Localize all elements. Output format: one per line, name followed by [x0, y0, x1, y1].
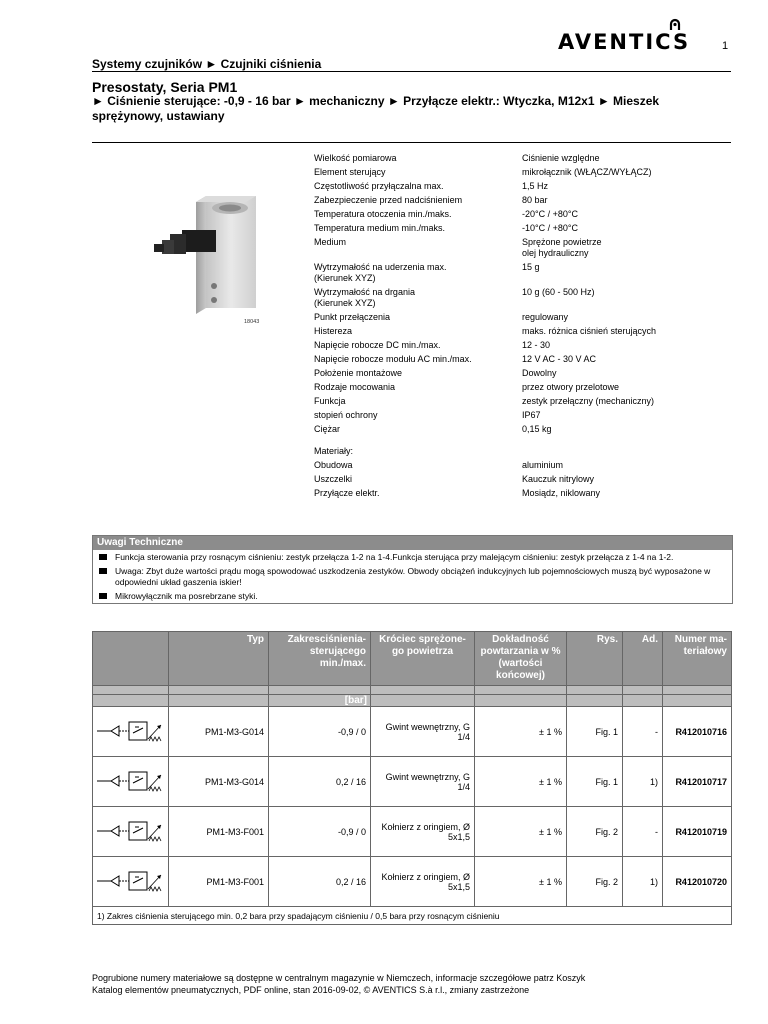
specs-label: stopień ochrony [314, 410, 378, 420]
symbol-cell [93, 857, 169, 907]
specs-row [314, 410, 734, 421]
pressure-switch-symbol-icon [95, 869, 165, 893]
page-number: 1 [722, 40, 729, 52]
brand-mark-icon [668, 18, 682, 32]
specs-label: Zabezpieczenie przed nadciśnieniem [314, 195, 463, 205]
page-title: Presostaty, Seria PM1 [92, 79, 238, 95]
note-text: Funkcja sterowania przy rosnącym ciśnieniu: zestyk przełącza 1-2 na 1-4.Funkcja sterująca przy malejącym ciśnieniu: zestyk przełącza z 1-4 na 1-2. [115, 552, 674, 562]
technical-notes [92, 535, 733, 604]
specs-value: -20°C / +80°C [522, 209, 578, 219]
part-number-cell: R412010717 [663, 757, 732, 807]
table-row [93, 807, 732, 857]
specs-value: regulowany [522, 312, 569, 322]
footnote-row [93, 907, 732, 925]
brand-logo: AVENTICS [558, 30, 691, 54]
specs-row [314, 312, 734, 323]
table-row [93, 757, 732, 807]
specs-label: Medium [314, 237, 347, 247]
specs-value: przez otwory przelotowe [522, 382, 620, 392]
col-figure: Rys. [567, 632, 623, 686]
specs-row [314, 424, 734, 435]
symbol-cell [93, 757, 169, 807]
specs-value: Sprężone powietrze olej hydrauliczny [522, 237, 602, 258]
product-photo [152, 150, 268, 320]
type-cell: PM1-M3-F001 [169, 807, 269, 857]
part-number-cell: R412010716 [663, 707, 732, 757]
specs-row [314, 354, 734, 365]
materials-label: Przyłącze elektr. [314, 488, 380, 498]
specs-value: 15 g [522, 262, 540, 272]
page-footer [92, 973, 585, 996]
part-number-cell: R412010720 [663, 857, 732, 907]
specs-label: Funkcja [314, 396, 346, 406]
specs-row [314, 223, 734, 234]
range-cell: 0,2 / 16 [269, 757, 371, 807]
specs-label: Histereza [314, 326, 353, 336]
specs-value: Ciśnienie względne [522, 153, 600, 163]
figure-cell: Fig. 1 [567, 757, 623, 807]
notes-title: Uwagi Techniczne [93, 536, 732, 550]
accuracy-cell: ± 1 % [475, 807, 567, 857]
specs-value: mikrołącznik (WŁĄCZ/WYŁĄCZ) [522, 167, 652, 177]
footer-line: Pogrubione numery materiałowe są dostępne w centralnym magazynie w Niemczech, informacje szczegółowe patrz Koszyk [92, 973, 586, 983]
specs-value: 80 bar [522, 195, 548, 205]
specs-label: Element sterujący [314, 167, 386, 177]
specs-label: Wielkość pomiarowa [314, 153, 397, 163]
materials-row [314, 460, 734, 471]
port-cell: Gwint wewnętrzny, G 1/4 [371, 707, 475, 757]
photo-id: 18043 [244, 319, 260, 325]
port-cell: Gwint wewnętrzny, G 1/4 [371, 757, 475, 807]
specs-label: Rodzaje mocowania [314, 382, 396, 392]
spec-table [314, 153, 734, 502]
divider [92, 142, 731, 143]
note-item [93, 564, 732, 589]
pressure-switch-symbol-icon [95, 769, 165, 793]
table-row [93, 857, 732, 907]
page-subtitle: ► Ciśnienie sterujące: -0,9 - 16 bar ► mechaniczny ► Przyłącze elektr.: Wtyczka, M12x1 ► Mieszek sprężynowy, ustawiany [92, 94, 660, 123]
col-range: Zakresciśnienia-sterującego min./max. [269, 632, 371, 686]
bullet-icon [99, 554, 107, 560]
note-item [93, 550, 732, 564]
range-cell: 0,2 / 16 [269, 857, 371, 907]
specs-row [314, 262, 734, 284]
specs-label: Częstotliwość przyłączalna max. [314, 181, 444, 191]
pressure-switch-symbol-icon [95, 719, 165, 743]
specs-label: Napięcie robocze DC min./max. [314, 340, 441, 350]
specs-value: zestyk przełączny (mechaniczny) [522, 396, 655, 406]
symbol-cell [93, 707, 169, 757]
specs-row [314, 167, 734, 178]
materials-value: aluminium [522, 460, 564, 470]
specs-value: 0,15 kg [522, 424, 552, 434]
specs-row [314, 326, 734, 337]
specs-value: 12 V AC - 30 V AC [522, 354, 597, 364]
note-cell: 1) [623, 757, 663, 807]
specs-label: Wytrzymałość na drgania (Kierunek XYZ) [314, 287, 415, 308]
materials-label: Obudowa [314, 460, 353, 470]
port-cell: Kołnierz z oringiem, Ø 5x1,5 [371, 807, 475, 857]
col-part-number: Numer ma-teriałowy [663, 632, 732, 686]
note-text: Uwaga: Zbyt duże wartości prądu mogą spowodować uszkodzenia zestyków. Obwody obciążeń indukcyjnych lub pojemnościowych muszą być wyposażone w odpowiedni układ gaszenia iskier! [115, 566, 711, 587]
specs-label: Temperatura medium min./maks. [314, 223, 446, 233]
type-cell: PM1-M3-G014 [169, 707, 269, 757]
specs-row [314, 181, 734, 192]
pressure-switch-symbol-icon [95, 819, 165, 843]
specs-label: Napięcie robocze modułu AC min./max. [314, 354, 472, 364]
materials-label: Uszczelki [314, 474, 353, 484]
range-cell: -0,9 / 0 [269, 807, 371, 857]
specs-value: 1,5 Hz [522, 181, 549, 191]
specs-row [314, 237, 734, 259]
materials-heading: Materiały: [314, 446, 354, 456]
bullet-icon [99, 593, 107, 599]
figure-cell: Fig. 2 [567, 857, 623, 907]
note-text: Mikrowyłącznik ma posrebrzane styki. [115, 591, 258, 601]
specs-value: Dowolny [522, 368, 557, 378]
materials-value: Mosiądz, niklowany [522, 488, 601, 498]
accuracy-cell: ± 1 % [475, 757, 567, 807]
materials-row [314, 488, 734, 499]
figure-cell: Fig. 2 [567, 807, 623, 857]
specs-label: Temperatura otoczenia min./maks. [314, 209, 452, 219]
specs-row [314, 396, 734, 407]
note-cell: 1) [623, 857, 663, 907]
type-cell: PM1-M3-G014 [169, 757, 269, 807]
table-footnote: 1) Zakres ciśnienia sterującego min. 0,2 bara przy spadającym ciśnieniu / 0,5 bara przy rosnącym ciśnieniu [93, 907, 732, 925]
col-port: Króciec sprężone-go powietrza [371, 632, 475, 686]
part-number-cell: R412010719 [663, 807, 732, 857]
unit-label: [bar] [269, 695, 371, 707]
col-type: Typ [169, 632, 269, 686]
specs-value: IP67 [522, 410, 541, 420]
accuracy-cell: ± 1 % [475, 857, 567, 907]
specs-row [314, 287, 734, 309]
figure-cell: Fig. 1 [567, 707, 623, 757]
port-cell: Kołnierz z oringiem, Ø 5x1,5 [371, 857, 475, 907]
specs-value: 12 - 30 [522, 340, 551, 350]
breadcrumb: Systemy czujników ► Czujniki ciśnienia [92, 57, 322, 71]
specs-row [314, 382, 734, 393]
col-accuracy: Dokładność powtarzania w % (wartości końcowej) [475, 632, 567, 686]
table-row [93, 707, 732, 757]
specs-row [314, 195, 734, 206]
specs-value: 10 g (60 - 500 Hz) [522, 287, 595, 297]
symbol-cell [93, 807, 169, 857]
divider [92, 71, 731, 72]
type-cell: PM1-M3-F001 [169, 857, 269, 907]
col-note: Ad. [623, 632, 663, 686]
product-table [92, 631, 732, 925]
specs-row [314, 368, 734, 379]
specs-label: Wytrzymałość na uderzenia max. (Kierunek XYZ) [314, 262, 447, 283]
footer-line: Katalog elementów pneumatycznych, PDF online, stan 2016-09-02, © AVENTICS S.à r.l., zmiany zastrzeżone [92, 984, 530, 995]
bullet-icon [99, 568, 107, 574]
specs-value: -10°C / +80°C [522, 223, 578, 233]
materials-value: Kauczuk nitrylowy [522, 474, 595, 484]
specs-row [314, 153, 734, 164]
col-symbol [93, 632, 169, 686]
specs-label: Ciężar [314, 424, 341, 434]
note-item [93, 589, 732, 603]
accuracy-cell: ± 1 % [475, 707, 567, 757]
specs-row [314, 209, 734, 220]
specs-label: Położenie montażowe [314, 368, 403, 378]
note-cell: - [623, 707, 663, 757]
note-cell: - [623, 807, 663, 857]
specs-value: maks. różnica ciśnień sterujących [522, 326, 657, 336]
range-cell: -0,9 / 0 [269, 707, 371, 757]
specs-label: Punkt przełączenia [314, 312, 391, 322]
specs-row [314, 340, 734, 351]
materials-row [314, 474, 734, 485]
